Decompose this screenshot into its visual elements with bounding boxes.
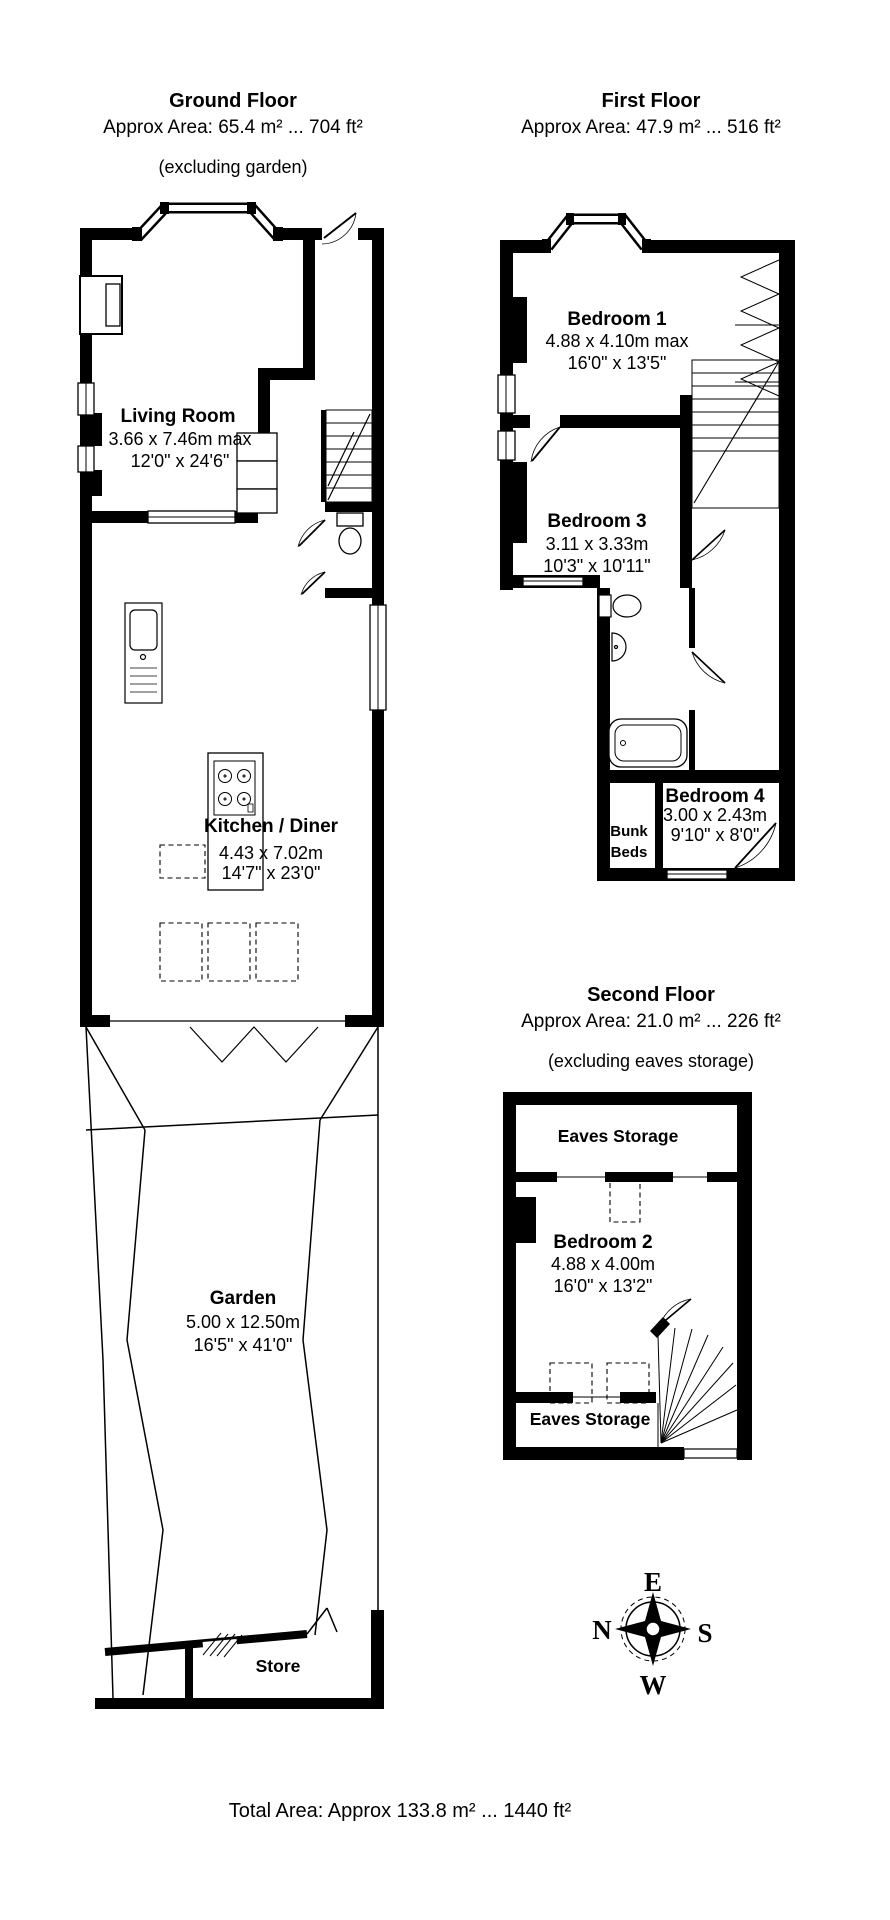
second-floor-header: [420, 984, 882, 1072]
gf-garden-boundary: [86, 1027, 378, 1698]
living-room-metric: 3.66 x 7.46m max: [108, 429, 252, 449]
living-room-imperial: 12'0" x 24'6": [130, 451, 230, 471]
bunk-beds-label-line2: Beds: [610, 844, 648, 861]
gf-doors: [235, 213, 356, 595]
ground-floor-plan: [75, 200, 390, 1715]
kitchen-diner-label: Kitchen / Diner: [203, 816, 339, 837]
ff-bay-window-icon: [542, 213, 651, 253]
bedroom-2-imperial: 16'0" x 13'2": [553, 1276, 653, 1296]
first-floor-title: First Floor: [601, 90, 701, 112]
gf-sink-icon: [125, 603, 162, 703]
compass-rose-icon: [575, 1552, 735, 1712]
first-floor-plan: [495, 205, 800, 915]
sf-labels: [530, 1126, 679, 1429]
gf-fireplace-icon: [80, 276, 122, 334]
bedroom-3-label: Bedroom 3: [547, 511, 647, 532]
second-floor-title: Second Floor: [587, 984, 715, 1006]
ground-floor-title: Ground Floor: [169, 90, 297, 112]
gf-toilet-icon: [337, 513, 363, 554]
gf-bifold-doors-icon: [110, 1021, 345, 1062]
gf-labels: [108, 406, 338, 1676]
bedroom-1-label: Bedroom 1: [567, 309, 667, 330]
bedroom-2-label: Bedroom 2: [553, 1232, 653, 1253]
bedroom-4-imperial: 9'10" x 8'0": [670, 825, 760, 845]
bedroom-2-metric: 4.88 x 4.00m: [550, 1254, 656, 1274]
total-area-text: Total Area: Approx 133.8 m² ... 1440 ft²: [228, 1800, 572, 1822]
compass-north-label: N: [592, 1615, 612, 1645]
garden-label: Garden: [209, 1288, 277, 1309]
gf-store-walls: [95, 1608, 384, 1709]
ground-floor-area: Approx Area: 65.4 m² ... 704 ft²: [103, 117, 363, 138]
ff-bath-icon: [609, 719, 687, 767]
compass-west-label: W: [639, 1670, 667, 1700]
bunk-beds-label-line1: Bunk: [610, 823, 648, 840]
compass-south-label: S: [697, 1618, 713, 1648]
eaves-storage-top-label: Eaves Storage: [557, 1126, 679, 1146]
bedroom-3-metric: 3.11 x 3.33m: [545, 534, 649, 554]
store-label: Store: [255, 1656, 301, 1676]
garden-metric: 5.00 x 12.50m: [185, 1312, 301, 1332]
living-room-label: Living Room: [120, 406, 236, 427]
ff-wardrobe-icon: [735, 260, 779, 396]
ff-basin-icon: [612, 633, 626, 661]
bedroom-1-imperial: 16'0" x 13'5": [567, 353, 667, 373]
ff-toilet-icon: [599, 595, 641, 617]
garden-imperial: 16'5" x 41'0": [193, 1335, 293, 1355]
compass-east-label: E: [643, 1567, 663, 1597]
second-floor-plan: [495, 1085, 760, 1480]
bedroom-4-label: Bedroom 4: [665, 786, 765, 807]
ff-bed3-door-gap: [530, 415, 560, 428]
gf-stairs-icon: [326, 410, 372, 502]
second-floor-area: Approx Area: 21.0 m² ... 226 ft²: [521, 1011, 781, 1032]
second-floor-note: (excluding eaves storage): [547, 1050, 755, 1071]
first-floor-area: Approx Area: 47.9 m² ... 516 ft²: [521, 117, 781, 138]
bedroom-4-metric: 3.00 x 2.43m: [662, 805, 768, 825]
bedroom-3-imperial: 10'3" x 10'11": [543, 556, 651, 576]
eaves-storage-bottom-label: Eaves Storage: [529, 1409, 651, 1429]
ground-floor-note: (excluding garden): [158, 156, 308, 177]
gf-bay-window-icon: [132, 202, 283, 241]
bedroom-1-metric: 4.88 x 4.10m max: [545, 331, 689, 351]
kitchen-diner-metric: 4.43 x 7.02m: [218, 843, 324, 863]
kitchen-diner-imperial: 14'7" x 23'0": [221, 863, 321, 883]
ground-floor-header: [8, 90, 458, 178]
compass-hub: [646, 1622, 660, 1636]
sf-stairs-icon: [658, 1299, 737, 1458]
first-floor-header: [420, 90, 882, 139]
